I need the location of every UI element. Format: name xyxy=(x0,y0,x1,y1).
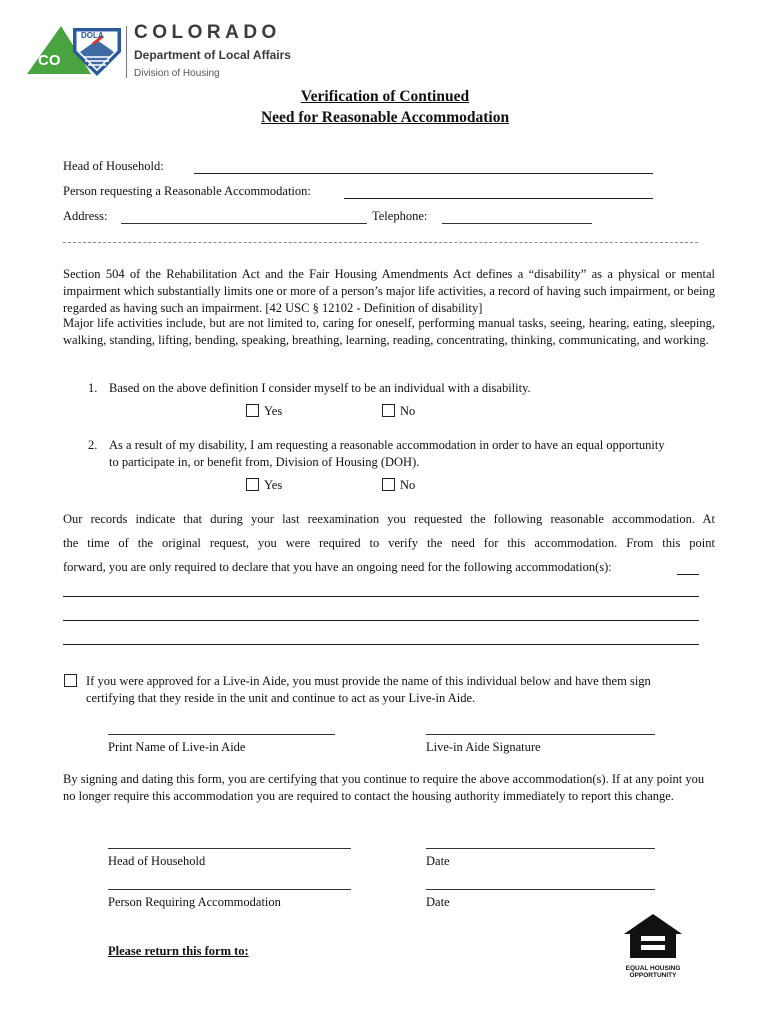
person-requesting-label: Person requesting a Reasonable Accommodation: xyxy=(63,184,311,198)
date-line-1[interactable] xyxy=(426,848,655,849)
department-name: Department of Local Affairs xyxy=(134,48,291,62)
live-in-aide-signature-label: Live-in Aide Signature xyxy=(426,740,541,754)
form-title-line-2: Need for Reasonable Accommodation xyxy=(260,109,510,126)
records-line-2: the time of the original request, you were required to verify the need for this accommodation. From this point xyxy=(63,536,715,550)
logo-divider xyxy=(126,26,127,78)
live-in-aide-text: If you were approved for a Live-in Aide, you must provide the name of this individual below and have them sign certifying that they reside in the unit and continue to act as your Live-in Aide. xyxy=(86,674,651,705)
records-line-3: forward, you are only required to declare that you have an ongoing need for the following accommodation(s): xyxy=(63,560,612,574)
major-life-activities-paragraph: Major life activities include, but are not limited to, caring for oneself, performing manual tasks, seeing, hearing, eating, sleeping, walking, standing, lifting, bending, speaking, breathing, learning, reading, concentrating, thinking, communicating, and working. xyxy=(63,316,715,347)
form-title-line-1: Verification of Continued xyxy=(300,88,470,105)
telephone-label: Telephone: xyxy=(372,209,428,223)
equal-housing-logo xyxy=(622,912,684,980)
eho-line-2: OPPORTUNITY xyxy=(629,972,677,979)
live-in-aide-checkbox[interactable] xyxy=(64,674,77,687)
records-line-1: Our records indicate that during your last reexamination you requested the following reasonable accommodation. At xyxy=(63,512,715,526)
question-1-yes-label: Yes xyxy=(264,404,283,418)
certification-paragraph: By signing and dating this form, you are certifying that you continue to require the above accommodation(s). If at any point you no longer require this accommodation you are required to contact the housing authority immediately to report this change. xyxy=(63,772,705,803)
question-2-no-checkbox[interactable] xyxy=(382,478,395,491)
eho-line-1: EQUAL HOUSING xyxy=(625,965,681,972)
separator-line xyxy=(63,242,698,243)
date-label-1: Date xyxy=(426,854,450,868)
equal-housing-house-icon xyxy=(622,912,684,960)
person-requiring-signature-label: Person Requiring Accommodation xyxy=(108,895,281,909)
logo-badge: DOLA xyxy=(81,31,104,40)
head-of-household-signature-line[interactable] xyxy=(108,848,351,849)
logo-state: CO xyxy=(38,52,61,69)
accommodation-line-1[interactable] xyxy=(63,596,699,597)
division-name: Division of Housing xyxy=(134,68,220,79)
question-2-yes-label: Yes xyxy=(264,478,283,492)
question-1-number: 1. xyxy=(88,381,98,395)
question-2-number: 2. xyxy=(88,438,98,452)
telephone-field[interactable] xyxy=(442,207,592,224)
person-requiring-signature-line[interactable] xyxy=(108,889,351,890)
org-name: COLORADO xyxy=(134,22,281,43)
question-2-no-label: No xyxy=(400,478,416,492)
accommodation-line-2[interactable] xyxy=(63,620,699,621)
address-label: Address: xyxy=(63,209,108,223)
person-requesting-field[interactable] xyxy=(344,182,653,199)
question-1-no-label: No xyxy=(400,404,416,418)
accommodation-line-3[interactable] xyxy=(63,644,699,645)
question-1-yes-checkbox[interactable] xyxy=(246,404,259,417)
date-label-2: Date xyxy=(426,895,450,909)
return-form-label: Please return this form to: xyxy=(108,944,249,958)
live-in-aide-signature-line[interactable] xyxy=(426,734,655,735)
live-in-aide-name-label: Print Name of Live-in Aide xyxy=(108,740,246,754)
date-line-2[interactable] xyxy=(426,889,655,890)
head-of-household-label: Head of Household: xyxy=(63,159,164,173)
head-of-household-field[interactable] xyxy=(194,157,653,174)
dola-mountain-logo-icon xyxy=(25,22,125,78)
question-2-yes-checkbox[interactable] xyxy=(246,478,259,491)
live-in-aide-name-line[interactable] xyxy=(108,734,335,735)
disability-definition-paragraph: Section 504 of the Rehabilitation Act and the Fair Housing Amendments Act defines a “disability” as a physical or mental impairment which substantially limits one or more of a person’s major life activities, a record of having such impairment, or being regarded as having such an impairment. [42 USC § 12102 - Definition of disability] xyxy=(63,267,715,315)
dola-logo xyxy=(25,22,125,78)
accommodation-inline-field[interactable] xyxy=(677,558,699,575)
question-2-text: As a result of my disability, I am requesting a reasonable accommodation in order to have an equal opportunity to participate in, or benefit from, Division of Housing (DOH). xyxy=(109,438,665,469)
question-1-no-checkbox[interactable] xyxy=(382,404,395,417)
head-of-household-signature-label: Head of Household xyxy=(108,854,206,868)
address-field[interactable] xyxy=(121,207,367,224)
question-1-text: Based on the above definition I consider myself to be an individual with a disability. xyxy=(109,381,531,395)
